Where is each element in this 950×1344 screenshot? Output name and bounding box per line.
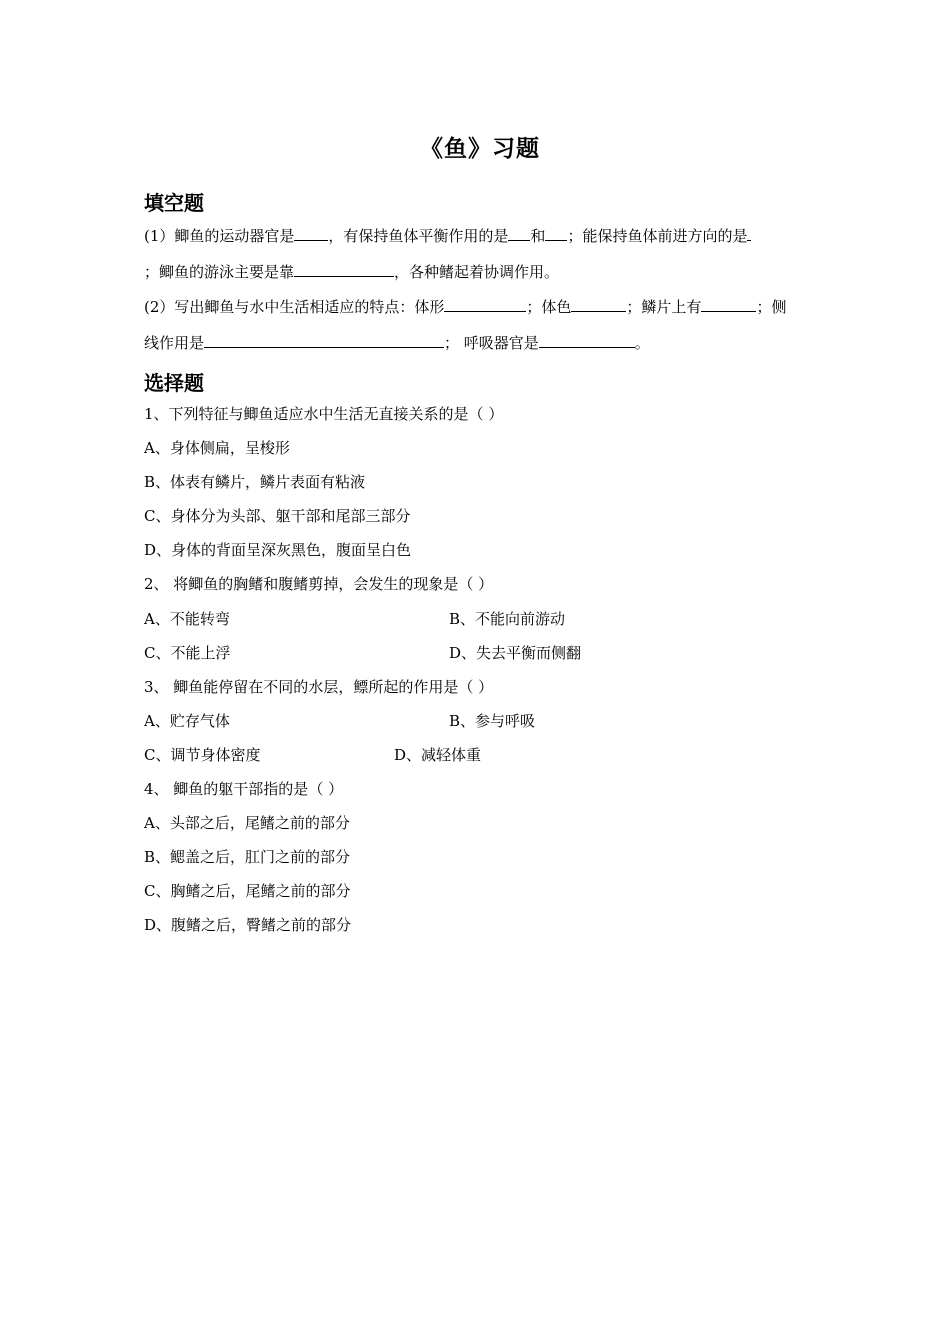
fill-q1-text-4: ；能保持鱼体前进方向的是 [567, 227, 748, 245]
fill-q1-blank-5 [294, 262, 394, 277]
choice-q1-option-d: D、身体的背面呈深灰黑色，腹面呈白色 [144, 541, 412, 559]
choice-q2-stem: 2、 将鲫鱼的胸鳍和腹鳍剪掉，会发生的现象是（ ） [144, 575, 494, 593]
fill-q2-blank-3 [701, 297, 756, 312]
choice-q1-option-b: B、体表有鳞片，鳞片表面有粘液 [144, 473, 366, 491]
choice-q2-option-c: C、不能上浮 [144, 644, 231, 662]
fill-q2-blank-1 [444, 297, 526, 312]
fill-q2-text-2: ；体色 [526, 298, 572, 316]
fill-q2-line1 [144, 297, 786, 317]
choice-q3-option-a: A、贮存气体 [144, 712, 230, 730]
fill-q2-text-6: ； 呼吸器官是 [444, 334, 539, 352]
choice-q1-option-a: A、身体侧扁，呈梭形 [144, 439, 290, 457]
fill-q2-text-5: 线作用是 [144, 334, 205, 352]
fill-q1-line2 [144, 262, 559, 282]
fill-q1-text-3: 和 [530, 227, 546, 245]
choice-q1-option-c: C、身体分为头部、躯干部和尾部三部分 [144, 507, 411, 525]
choice-q4-stem: 4、 鲫鱼的躯干部指的是（ ） [144, 780, 344, 798]
choice-q3-option-b: B、参与呼吸 [449, 712, 536, 730]
choice-section-heading: 选择题 [144, 371, 204, 395]
choice-q4-option-d: D、腹鳍之后，臀鳍之前的部分 [144, 916, 352, 934]
choice-q3-option-d: D、减轻体重 [394, 746, 482, 764]
choice-q3-stem: 3、 鲫鱼能停留在不同的水层，鳔所起的作用是（ ） [144, 678, 494, 696]
fill-q2-blank-5 [539, 333, 635, 348]
choice-q3-option-c: C、调节身体密度 [144, 746, 261, 764]
fill-q2-blank-4 [204, 333, 444, 348]
choice-q4-option-a: A、头部之后，尾鳍之前的部分 [144, 814, 350, 832]
fill-q1-blank-4 [747, 226, 751, 241]
fill-q2-blank-2 [571, 297, 626, 312]
fill-q1-blank-2 [508, 226, 530, 241]
fill-q1-line1 [144, 226, 751, 246]
fill-q2-text-4: ；侧 [756, 298, 787, 316]
fill-section-heading: 填空题 [144, 191, 204, 215]
fill-q2-text-7: 。 [634, 334, 650, 352]
fill-q1-text-1: (1）鲫鱼的运动器官是 [144, 227, 295, 245]
choice-q4-option-c: C、胸鳍之后，尾鳍之前的部分 [144, 882, 351, 900]
choice-q4-option-b: B、鳃盖之后，肛门之前的部分 [144, 848, 351, 866]
fill-q1-text-6: ，各种鳍起着协调作用。 [394, 263, 560, 281]
document-title: 《鱼》习题 [420, 136, 540, 162]
fill-q2-text-3: ；鳞片上有 [626, 298, 702, 316]
choice-q2-option-d: D、失去平衡而侧翻 [449, 644, 582, 662]
fill-q2-text-1: (2）写出鲫鱼与水中生活相适应的特点：体形 [144, 298, 445, 316]
fill-q1-text-5: ；鲫鱼的游泳主要是靠 [144, 263, 295, 281]
choice-q2-option-b: B、不能向前游动 [449, 610, 566, 628]
fill-q1-blank-1 [294, 226, 328, 241]
choice-q1-stem: 1、下列特征与鲫鱼适应水中生活无直接关系的是（ ） [144, 405, 504, 423]
fill-q2-line2 [144, 333, 650, 353]
fill-q1-text-2: ，有保持鱼体平衡作用的是 [328, 227, 509, 245]
choice-q2-option-a: A、不能转弯 [144, 610, 230, 628]
fill-q1-blank-3 [545, 226, 567, 241]
